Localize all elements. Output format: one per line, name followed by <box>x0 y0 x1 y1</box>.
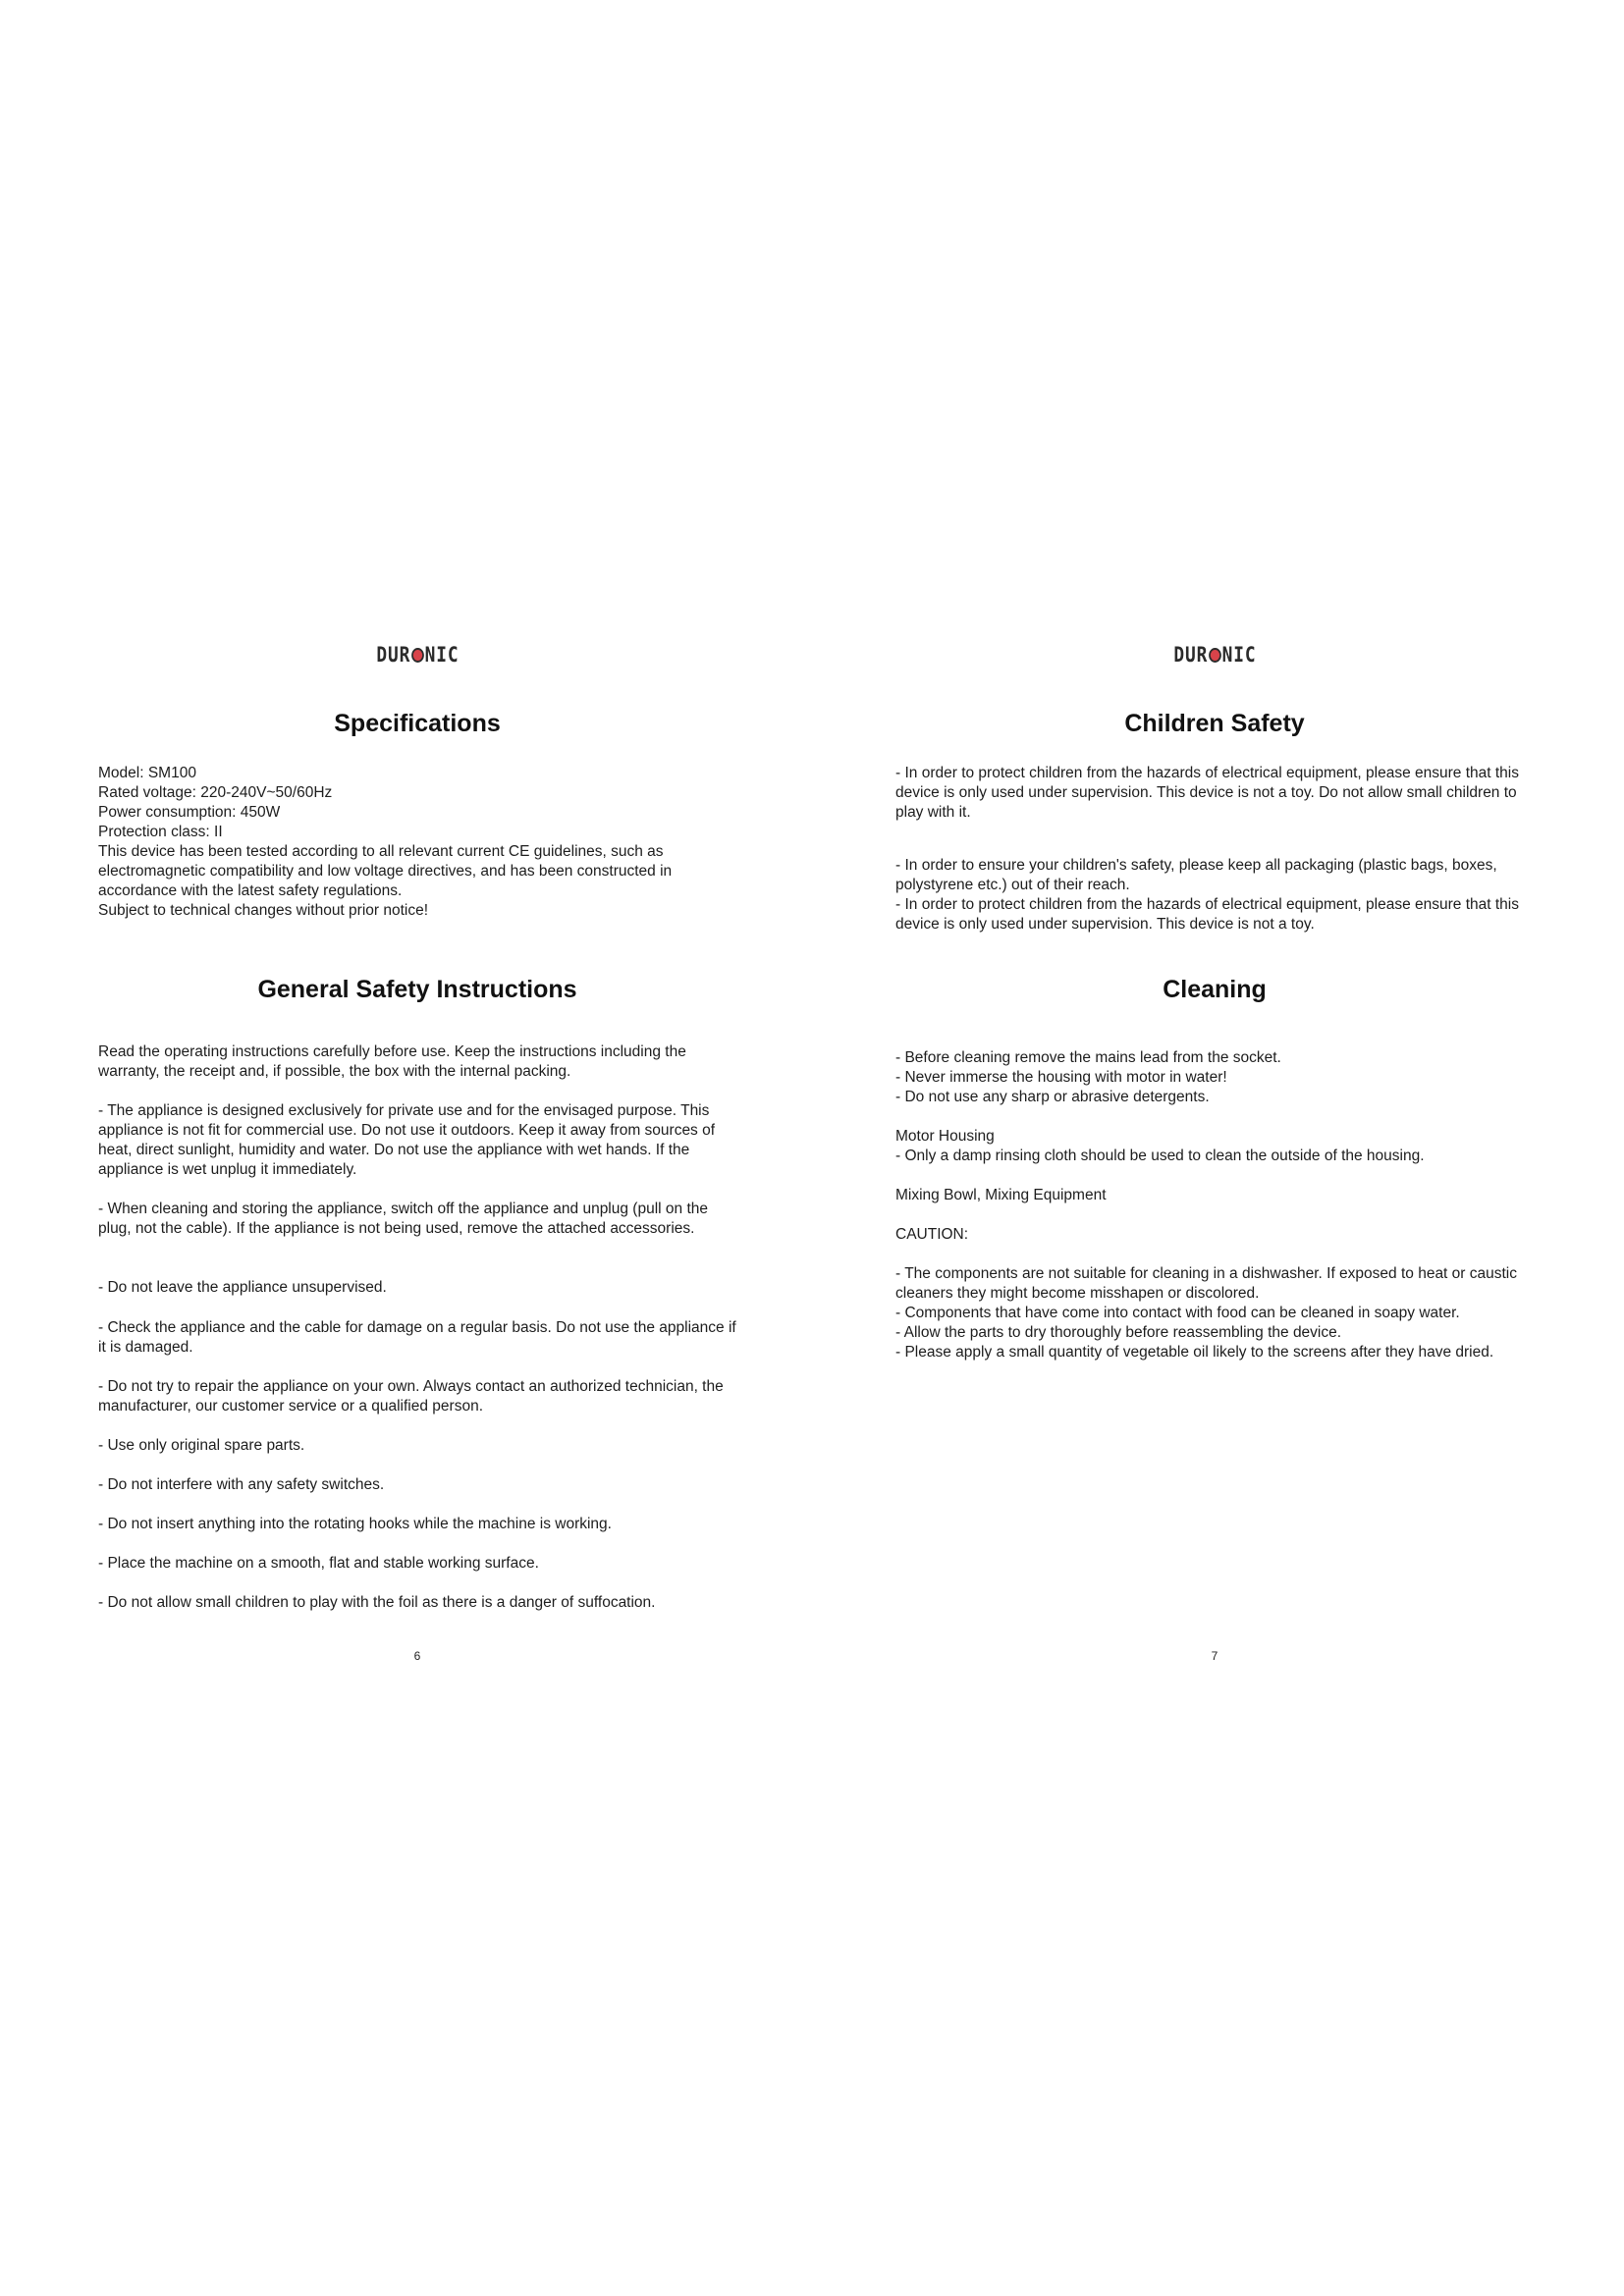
page-number: 7 <box>1211 1649 1218 1663</box>
safety-item: - When cleaning and storing the appliance, switch off the appliance and unplug (pull on the plug, not the cable). If the appliance is not being used, remove the attached accessories. <box>98 1201 708 1237</box>
safety-item: - Do not insert anything into the rotating hooks while the machine is working. <box>98 1516 612 1532</box>
caution-line: - Allow the parts to dry thoroughly before reassembling the device. <box>895 1324 1342 1341</box>
spec-changes-note: Subject to technical changes without prior notice! <box>98 902 429 919</box>
children-safety-paragraph: - In order to protect children from the hazards of electrical equipment, please ensure that this device is only used under supervision. This device is not a toy. Do not allow small children to play with it. <box>895 765 1519 821</box>
page-number: 6 <box>413 1649 421 1663</box>
spec-protection: Protection class: II <box>98 824 223 840</box>
brand-logo-dot-icon <box>1209 648 1221 663</box>
cleaning-instructions <box>895 1048 1534 1107</box>
right-page <box>895 0 1534 2296</box>
caution-line: - Components that have come into contact with food can be cleaned in soapy water. <box>895 1305 1460 1321</box>
caution-line: - Please apply a small quantity of vegetable oil likely to the screens after they have dried. <box>895 1344 1494 1361</box>
safety-item: - The appliance is designed exclusively for private use and for the envisaged purpose. This appliance is not fit for commercial use. Do not use it outdoors. Keep it away from sources of heat, direct sunlight, humidity and water. Do not use the appliance with wet hands. If the appliance is wet unplug it immediately. <box>98 1102 716 1178</box>
safety-item: Read the operating instructions carefully before use. Keep the instructions including the warranty, the receipt and, if possible, the box with the internal packing. <box>98 1043 686 1080</box>
children-safety-packaging <box>895 856 1534 934</box>
motor-housing-section <box>895 1127 1534 1166</box>
mixing-bowl-heading: Mixing Bowl, Mixing Equipment <box>895 1187 1107 1203</box>
spec-ce-note: This device has been tested according to all relevant current CE guidelines, such as electromagnetic compatibility and low voltage directives, and has been constructed in accordance with the latest safety regulations. <box>98 843 673 899</box>
cleaning-heading: Cleaning <box>1163 976 1267 1003</box>
children-packaging-line: - In order to ensure your children's safety, please keep all packaging (plastic bags, boxes, polystyrene etc.) out of their reach. <box>895 857 1497 893</box>
cleaning-line: - Before cleaning remove the mains lead from the socket. <box>895 1049 1281 1066</box>
cleaning-line: - Never immerse the housing with motor in water! <box>895 1069 1227 1086</box>
caution-label: CAUTION: <box>895 1226 969 1243</box>
safety-item: - Do not try to repair the appliance on your own. Always contact an authorized technician, the manufacturer, our customer service or a qualified person. <box>98 1378 724 1415</box>
safety-item: - Do not leave the appliance unsupervised. <box>98 1279 387 1296</box>
safety-item: - Place the machine on a smooth, flat and stable working surface. <box>98 1555 539 1572</box>
caution-instructions <box>895 1264 1534 1362</box>
brand-logo-prefix: DUR <box>375 643 410 667</box>
safety-item: - Do not allow small children to play with the foil as there is a danger of suffocation. <box>98 1594 656 1611</box>
brand-logo-suffix: NIC <box>424 643 460 667</box>
motor-housing-line: - Only a damp rinsing cloth should be used to clean the outside of the housing. <box>895 1148 1425 1164</box>
specifications-heading: Specifications <box>334 710 501 737</box>
caution-line: - The components are not suitable for cleaning in a dishwasher. If exposed to heat or caustic cleaners they might become misshapen or discolored. <box>895 1265 1518 1302</box>
safety-item: - Check the appliance and the cable for damage on a regular basis. Do not use the appliance if it is damaged. <box>98 1319 736 1356</box>
brand-logo-prefix: DUR <box>1172 643 1208 667</box>
children-supervision-line: - In order to protect children from the hazards of electrical equipment, please ensure that this device is only used under supervision. This device is not a toy. <box>895 896 1519 933</box>
brand-logo <box>98 643 736 667</box>
left-page <box>98 0 736 2296</box>
general-safety-heading: General Safety Instructions <box>257 976 577 1003</box>
children-safety-heading: Children Safety <box>1124 710 1305 737</box>
brand-logo <box>895 643 1534 667</box>
brand-logo-suffix: NIC <box>1221 643 1257 667</box>
safety-item: - Use only original spare parts. <box>98 1437 305 1454</box>
safety-item: - Do not interfere with any safety switches. <box>98 1476 385 1493</box>
spec-power: Power consumption: 450W <box>98 804 281 821</box>
specifications-text <box>98 764 736 921</box>
motor-housing-heading: Motor Housing <box>895 1128 995 1145</box>
spec-voltage: Rated voltage: 220-240V~50/60Hz <box>98 784 333 801</box>
cleaning-line: - Do not use any sharp or abrasive detergents. <box>895 1089 1210 1105</box>
brand-logo-dot-icon <box>411 648 424 663</box>
spec-model: Model: SM100 <box>98 765 196 781</box>
